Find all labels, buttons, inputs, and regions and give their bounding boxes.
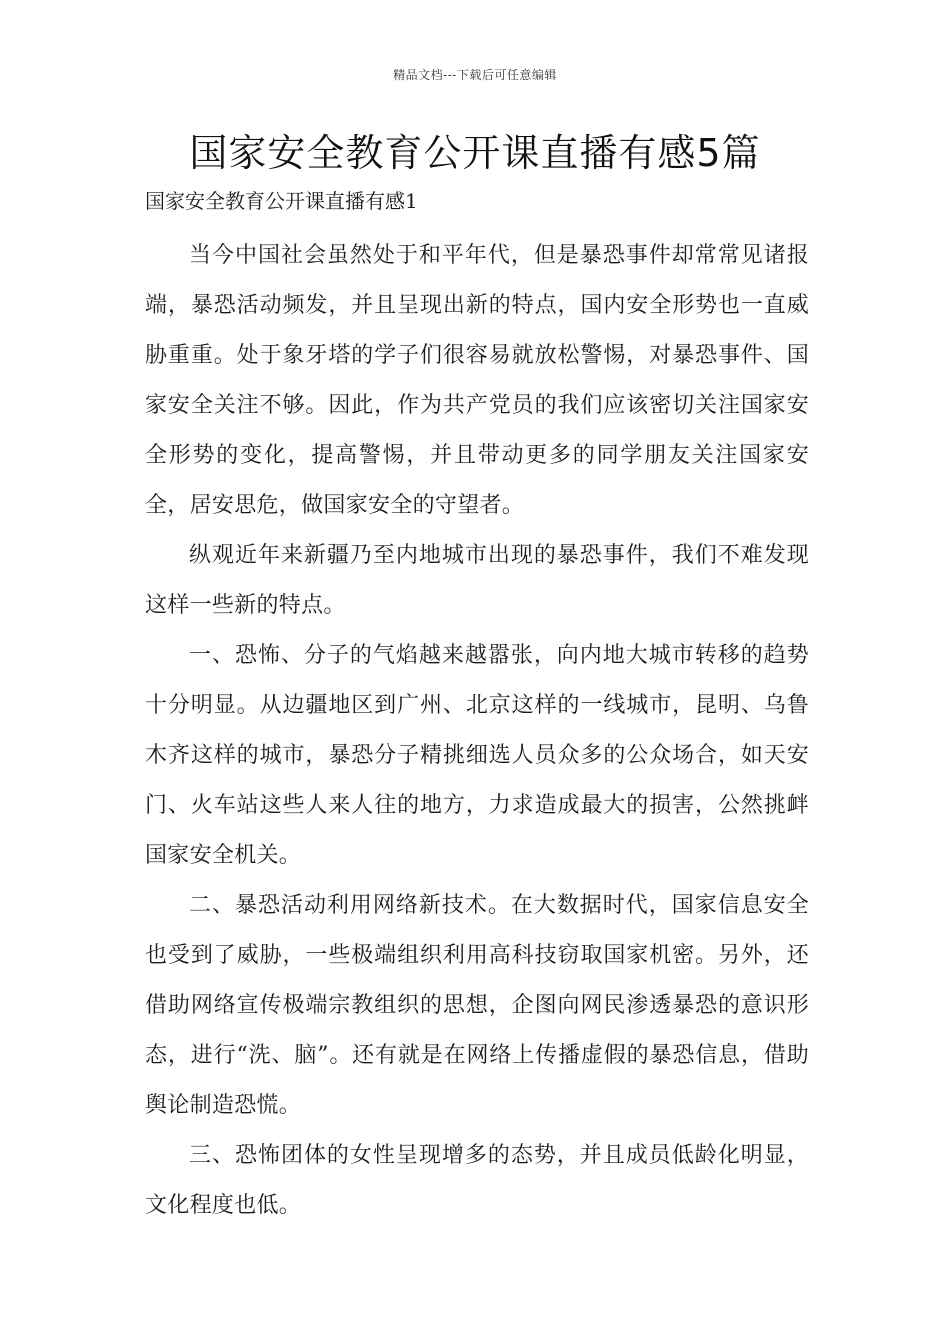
- paragraph: 三、恐怖团体的女性呈现增多的态势，并且成员低龄化明显，文化程度也低。: [145, 1143, 809, 1218]
- body-text: [145, 231, 809, 1231]
- document-title: 国家安全教育公开课直播有感5篇: [189, 131, 761, 175]
- paragraph: 纵观近年来新疆乃至内地城市出现的暴恐事件，我们不难发现这样一些新的特点。: [145, 543, 809, 618]
- paragraph: 当今中国社会虽然处于和平年代，但是暴恐事件却常常见诸报端，暴恐活动频发，并且呈现出新的特点，国内安全形势也一直威胁重重。处于象牙塔的学子们很容易就放松警惕，对暴恐事件、国家安全关注不够。因此，作为共产党员的我们应该密切关注国家安全形势的变化，提高警惕，并且带动更多的同学朋友关注国家安全，居安思危，做国家安全的守望者。: [145, 243, 809, 518]
- paragraph: 二、暴恐活动利用网络新技术。在大数据时代，国家信息安全也受到了威胁，一些极端组织利用高科技窃取国家机密。另外，还借助网络宣传极端宗教组织的思想，企图向网民渗透暴恐的意识形态，进行“洗、脑”。还有就是在网络上传播虚假的暴恐信息，借助舆论制造恐慌。: [145, 893, 809, 1118]
- header-note: 精品文档---下载后可任意编辑: [393, 68, 557, 82]
- paragraph: 一、恐怖、分子的气焰越来越嚣张，向内地大城市转移的趋势十分明显。从边疆地区到广州、北京这样的一线城市，昆明、乌鲁木齐这样的城市，暴恐分子精挑细选人员众多的公众场合，如天安门、火车站这些人来人往的地方，力求造成最大的损害，公然挑衅国家安全机关。: [145, 643, 809, 868]
- section-heading: 国家安全教育公开课直播有感1: [145, 189, 418, 213]
